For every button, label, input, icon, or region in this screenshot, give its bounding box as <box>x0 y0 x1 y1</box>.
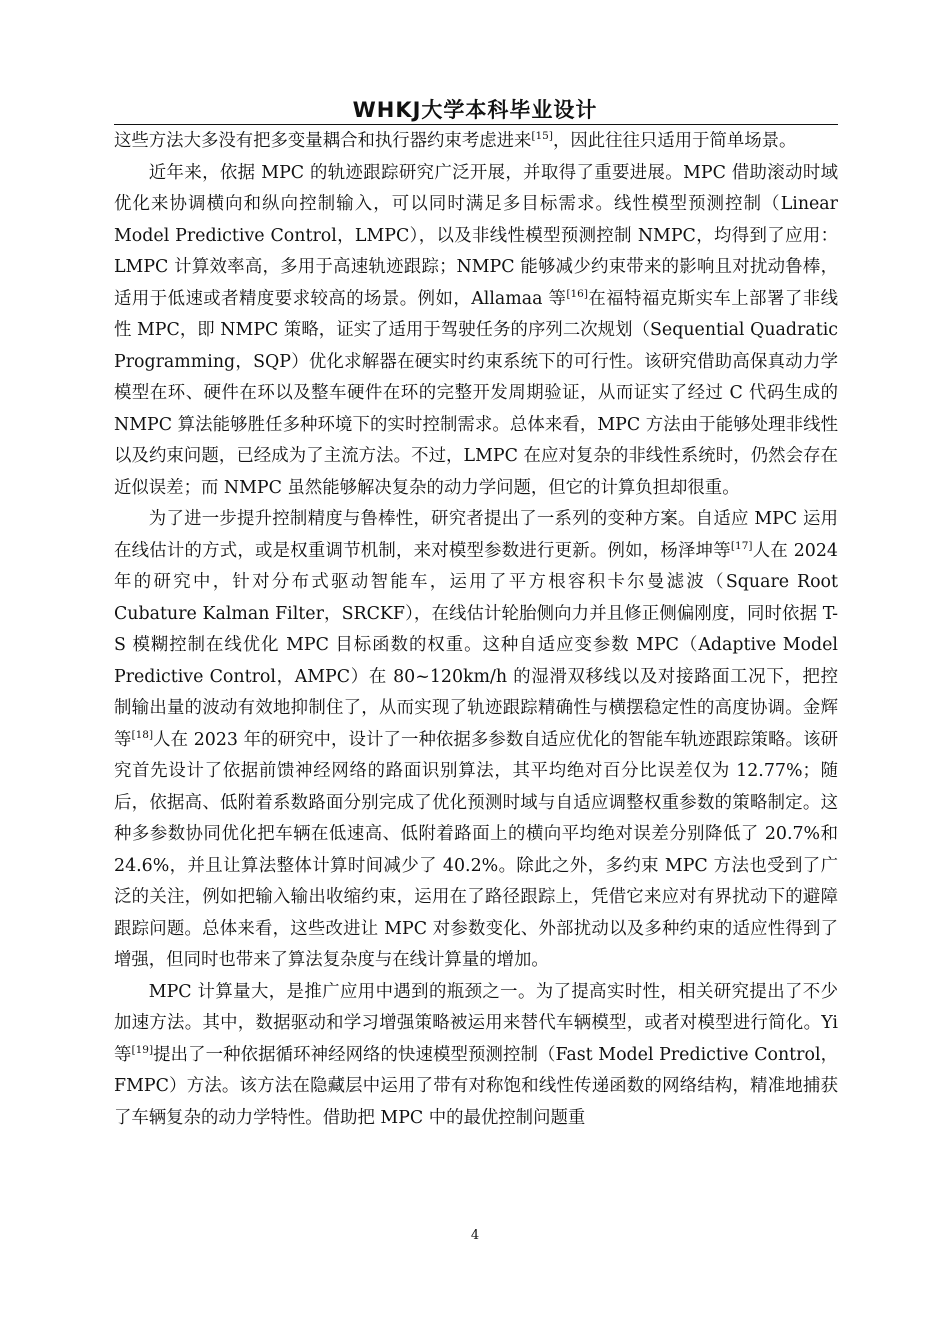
paragraph <box>114 126 838 158</box>
page-number: 4 <box>470 1228 480 1243</box>
paragraph <box>114 504 838 977</box>
text-run: 为了进一步提升控制精度与鲁棒性，研究者提出了一系列的变种方案。自适应 MPC 运用在线估计的方式，或是权重调节机制，来对模型参数进行更新。例如，杨泽坤等 <box>114 509 838 561</box>
text-run: ，因此往往只适用于简单场景。 <box>552 131 797 151</box>
citation-marker: [18] <box>131 728 154 741</box>
text-run: 提出了一种依据循环神经网络的快速模型预测控制（Fast Model Predictive Control，FMPC）方法。该方法在隐藏层中运用了带有对称饱和线性传递函数的网络结构，精准地捕获了车辆复杂的动力学特性。借助把 MPC 中的最优控制问题重 <box>114 1044 838 1128</box>
text-run: 人在 2023 年的研究中，设计了一种依据多参数自适应优化的智能车轨迹跟踪策略。该研究首先设计了依据前馈神经网络的路面识别算法，其平均绝对百分比误差仅为 12.77%；随后，依据高、低附着系数路面分别完成了优化预测时域与自适应调整权重参数的策略制定。这种多参数协同优化把车辆在低速高、低附着路面上的横向平均绝对误差分别降低了 20.7%和 24.6%，并且让算法整体计算时间减少了 40.2%。除此之外，多约束 MPC 方法也受到了广泛的关注，例如把输入输出收缩约束，运用在了路径跟踪上，凭借它来应对有界扰动下的避障跟踪问题。总体来看，这些改进让 MPC 对参数变化、外部扰动以及多种约束的适应性得到了增强，但同时也带来了算法复杂度与在线计算量的增加。 <box>114 729 838 970</box>
text-run: 这些方法大多没有把多变量耦合和执行器约束考虑进来 <box>114 131 532 151</box>
page-header-title: WHKJ大学本科毕业设计 <box>352 98 598 122</box>
text-run: 人在 2024 年的研究中，针对分布式驱动智能车，运用了平方根容积卡尔曼滤波（Square Root Cubature Kalman Filter，SRCKF），在线估计轮胎侧向力并且修正侧偏刚度，同时依据 T-S 模糊控制在线优化 MPC 目标函数的权重。这种自适应变参数 MPC（Adaptive Model Predictive Control，AMPC）在 80~120km/h 的湿滑双移线以及对接路面工况下，把控制输出量的波动有效地抑制住了，从而实现了轨迹跟踪精确性与横摆稳定性的高度协调。金辉等 <box>114 540 838 750</box>
citation-marker: [15] <box>531 130 553 143</box>
text-run: 在福特福克斯实车上部署了非线性 MPC，即 NMPC 策略，证实了适用于驾驶任务的序列二次规划（Sequential Quadratic Programming，SQP）优化求解器在硬实时约束系统下的可行性。该研究借助高保真动力学模型在环、硬件在环以及整车硬件在环的完整开发周期验证，从而证实了经过 C 代码生成的 NMPC 算法能够胜任多种环境下的实时控制需求。总体来看，MPC 方法由于能够处理非线性以及约束问题，已经成为了主流方法。不过，LMPC 在应对复杂的非线性系统时，仍然会存在近似误差；而 NMPC 虽然能够解决复杂的动力学问题，但它的计算负担却很重。 <box>114 288 838 498</box>
citation-marker: [17] <box>730 539 753 552</box>
text-run: MPC 计算量大，是推广应用中遇到的瓶颈之一。为了提高实时性，相关研究提出了不少加速方法。其中，数据驱动和学习增强策略被运用来替代车辆模型，或者对模型进行简化。Yi 等 <box>114 981 838 1065</box>
paragraph <box>114 977 838 1135</box>
header-divider <box>114 124 838 125</box>
citation-marker: [16] <box>566 287 588 300</box>
paragraph <box>114 158 838 505</box>
body-text <box>114 126 838 1134</box>
citation-marker: [19] <box>131 1043 154 1056</box>
text-run: 近年来，依据 MPC 的轨迹跟踪研究广泛开展，并取得了重要进展。MPC 借助滚动时域优化来协调横向和纵向控制输入，可以同时满足多目标需求。线性模型预测控制（Linear Model Predictive Control，LMPC），以及非线性模型预测控制 NMPC，均得到了应用：LMPC 计算效率高，多用于高速轨迹跟踪；NMPC 能够减少约束带来的影响且对扰动鲁棒，适用于低速或者精度要求较高的场景。例如，Allamaa 等 <box>114 162 838 309</box>
